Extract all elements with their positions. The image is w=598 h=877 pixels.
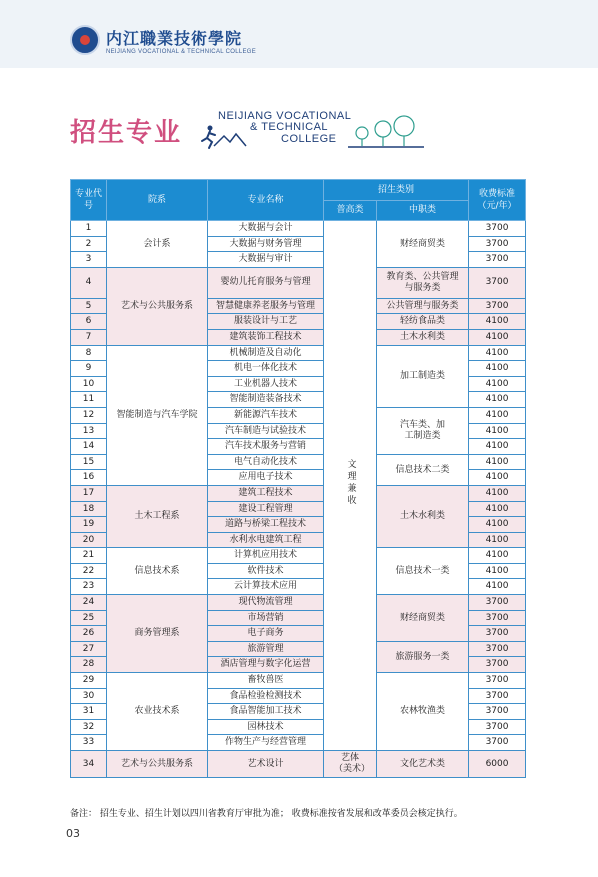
cell-code: 11 xyxy=(71,392,107,408)
cell-code: 15 xyxy=(71,454,107,470)
cell-major: 艺术设计 xyxy=(208,751,324,778)
title-en-line3: COLLEGE xyxy=(281,133,337,145)
cell-code: 22 xyxy=(71,563,107,579)
footnote: 备注： 招生专业、招生计划以四川省教育厅审批为准； 收费标准按省发展和改革委员会核定执行。 xyxy=(70,809,463,819)
cell-general-art: 艺体（美术） xyxy=(324,751,377,778)
cell-code: 9 xyxy=(71,361,107,377)
page-number: 03 xyxy=(66,827,80,840)
cell-major: 软件技术 xyxy=(208,563,324,579)
cell-major: 汽车制造与试验技术 xyxy=(208,423,324,439)
cell-fee: 3700 xyxy=(469,298,526,314)
cell-code: 13 xyxy=(71,423,107,439)
cell-code: 8 xyxy=(71,345,107,361)
cell-major: 智能制造装备技术 xyxy=(208,392,324,408)
cell-major: 水利水电建筑工程 xyxy=(208,532,324,548)
cell-fee: 4100 xyxy=(469,548,526,564)
cell-dept: 艺术与公共服务系 xyxy=(107,267,208,345)
cell-major: 食品检验检测技术 xyxy=(208,688,324,704)
cell-major: 云计算技术应用 xyxy=(208,579,324,595)
cell-fee: 4100 xyxy=(469,532,526,548)
cell-fee: 3700 xyxy=(469,267,526,298)
cell-fee: 4100 xyxy=(469,439,526,455)
cell-dept: 会计系 xyxy=(107,221,208,268)
cell-major: 大数据与财务管理 xyxy=(208,236,324,252)
runner-mountain-icon xyxy=(200,124,248,150)
header-fee: 收费标准（元/年） xyxy=(469,180,526,221)
cell-fee: 4100 xyxy=(469,579,526,595)
cell-fee: 3700 xyxy=(469,657,526,673)
cell-major: 应用电子技术 xyxy=(208,470,324,486)
cell-major: 作物生产与经营管理 xyxy=(208,735,324,751)
cell-code: 25 xyxy=(71,610,107,626)
cell-dept: 土木工程系 xyxy=(107,485,208,547)
cell-fee: 6000 xyxy=(469,751,526,778)
cell-dept: 艺术与公共服务系 xyxy=(107,751,208,778)
cell-fee: 4100 xyxy=(469,517,526,533)
cell-code: 7 xyxy=(71,329,107,345)
header-category: 招生类别 xyxy=(324,180,469,201)
majors-table xyxy=(70,179,526,778)
cell-vocational: 财经商贸类 xyxy=(377,595,469,642)
cell-code: 12 xyxy=(71,407,107,423)
cell-code: 29 xyxy=(71,673,107,689)
cell-code: 3 xyxy=(71,252,107,268)
cell-fee: 3700 xyxy=(469,595,526,611)
cell-fee: 3700 xyxy=(469,252,526,268)
cell-major: 道路与桥梁工程技术 xyxy=(208,517,324,533)
cell-code: 5 xyxy=(71,298,107,314)
cell-code: 19 xyxy=(71,517,107,533)
school-name-en: NEIJIANG VOCATIONAL & TECHNICAL COLLEGE xyxy=(106,49,257,55)
cell-major: 旅游管理 xyxy=(208,641,324,657)
cell-fee: 4100 xyxy=(469,361,526,377)
cell-code: 20 xyxy=(71,532,107,548)
cell-fee: 4100 xyxy=(469,485,526,501)
cell-major: 汽车技术服务与营销 xyxy=(208,439,324,455)
cell-code: 32 xyxy=(71,719,107,735)
cell-code: 14 xyxy=(71,439,107,455)
cell-vocational: 教育类、公共管理与服务类 xyxy=(377,267,469,298)
header-dept: 院系 xyxy=(107,180,208,221)
cell-code: 17 xyxy=(71,485,107,501)
cell-major: 现代物流管理 xyxy=(208,595,324,611)
header-general: 普高类 xyxy=(324,200,377,221)
cell-code: 23 xyxy=(71,579,107,595)
cell-vocational: 公共管理与服务类 xyxy=(377,298,469,314)
header-code: 专业代号 xyxy=(71,180,107,221)
cell-code: 2 xyxy=(71,236,107,252)
school-logo xyxy=(70,25,100,55)
cell-vocational: 信息技术二类 xyxy=(377,454,469,485)
cell-code: 26 xyxy=(71,626,107,642)
cell-code: 16 xyxy=(71,470,107,486)
page-title: 招生专业 xyxy=(70,118,183,148)
cell-fee: 4100 xyxy=(469,563,526,579)
trees-decoration-icon xyxy=(346,113,426,149)
cell-major: 酒店管理与数字化运营 xyxy=(208,657,324,673)
header-major: 专业名称 xyxy=(208,180,324,221)
cell-major: 建筑工程技术 xyxy=(208,485,324,501)
cell-fee: 3700 xyxy=(469,626,526,642)
cell-code: 6 xyxy=(71,314,107,330)
cell-fee: 4100 xyxy=(469,314,526,330)
cell-code: 27 xyxy=(71,641,107,657)
cell-fee: 3700 xyxy=(469,236,526,252)
cell-major: 服装设计与工艺 xyxy=(208,314,324,330)
cell-major: 电子商务 xyxy=(208,626,324,642)
cell-fee: 3700 xyxy=(469,610,526,626)
cell-dept: 农业技术系 xyxy=(107,673,208,751)
cell-fee: 3700 xyxy=(469,641,526,657)
cell-fee: 4100 xyxy=(469,407,526,423)
cell-code: 31 xyxy=(71,704,107,720)
cell-fee: 4100 xyxy=(469,392,526,408)
cell-major: 新能源汽车技术 xyxy=(208,407,324,423)
cell-fee: 3700 xyxy=(469,719,526,735)
cell-fee: 4100 xyxy=(469,501,526,517)
cell-vocational: 财经商贸类 xyxy=(377,221,469,268)
cell-code: 30 xyxy=(71,688,107,704)
cell-dept: 智能制造与汽车学院 xyxy=(107,345,208,485)
cell-major: 智慧健康养老服务与管理 xyxy=(208,298,324,314)
cell-fee: 3700 xyxy=(469,735,526,751)
cell-fee: 3700 xyxy=(469,673,526,689)
cell-major: 食品智能加工技术 xyxy=(208,704,324,720)
cell-general-merged xyxy=(324,221,377,751)
cell-code: 21 xyxy=(71,548,107,564)
cell-dept: 商务管理系 xyxy=(107,595,208,673)
cell-major: 建设工程管理 xyxy=(208,501,324,517)
cell-code: 28 xyxy=(71,657,107,673)
cell-vocational: 加工制造类 xyxy=(377,345,469,407)
cell-fee: 4100 xyxy=(469,376,526,392)
header-vocational: 中职类 xyxy=(377,200,469,221)
cell-code: 18 xyxy=(71,501,107,517)
title-en-line1: NEIJIANG VOCATIONAL xyxy=(218,110,352,122)
cell-vocational: 汽车类、加工制造类 xyxy=(377,407,469,454)
cell-fee: 4100 xyxy=(469,329,526,345)
cell-code: 33 xyxy=(71,735,107,751)
cell-vocational: 土木水利类 xyxy=(377,485,469,547)
cell-vocational: 旅游服务一类 xyxy=(377,641,469,672)
cell-vocational: 土木水利类 xyxy=(377,329,469,345)
cell-fee: 4100 xyxy=(469,454,526,470)
title-en-line2: & TECHNICAL xyxy=(250,121,329,133)
cell-code: 24 xyxy=(71,595,107,611)
cell-dept: 信息技术系 xyxy=(107,548,208,595)
cell-major: 机械制造及自动化 xyxy=(208,345,324,361)
cell-vocational: 农林牧渔类 xyxy=(377,673,469,751)
cell-major: 电气自动化技术 xyxy=(208,454,324,470)
cell-major: 市场营销 xyxy=(208,610,324,626)
general-merged-text: 文理兼收 xyxy=(345,458,356,507)
cell-major: 建筑装饰工程技术 xyxy=(208,329,324,345)
cell-vocational: 信息技术一类 xyxy=(377,548,469,595)
cell-code: 4 xyxy=(71,267,107,298)
cell-fee: 3700 xyxy=(469,704,526,720)
school-name: 内江職業技術學院 xyxy=(106,29,243,48)
cell-code: 10 xyxy=(71,376,107,392)
cell-fee: 4100 xyxy=(469,345,526,361)
cell-fee: 3700 xyxy=(469,221,526,237)
cell-major: 工业机器人技术 xyxy=(208,376,324,392)
cell-major: 婴幼儿托育服务与管理 xyxy=(208,267,324,298)
cell-major: 机电一体化技术 xyxy=(208,361,324,377)
cell-fee: 3700 xyxy=(469,688,526,704)
cell-vocational: 文化艺术类 xyxy=(377,751,469,778)
page-header xyxy=(0,0,598,68)
cell-major: 大数据与会计 xyxy=(208,221,324,237)
cell-major: 畜牧兽医 xyxy=(208,673,324,689)
cell-vocational: 轻纺食品类 xyxy=(377,314,469,330)
cell-code: 34 xyxy=(71,751,107,778)
cell-code: 1 xyxy=(71,221,107,237)
cell-major: 计算机应用技术 xyxy=(208,548,324,564)
cell-major: 大数据与审计 xyxy=(208,252,324,268)
cell-fee: 4100 xyxy=(469,470,526,486)
cell-fee: 4100 xyxy=(469,423,526,439)
cell-major: 园林技术 xyxy=(208,719,324,735)
